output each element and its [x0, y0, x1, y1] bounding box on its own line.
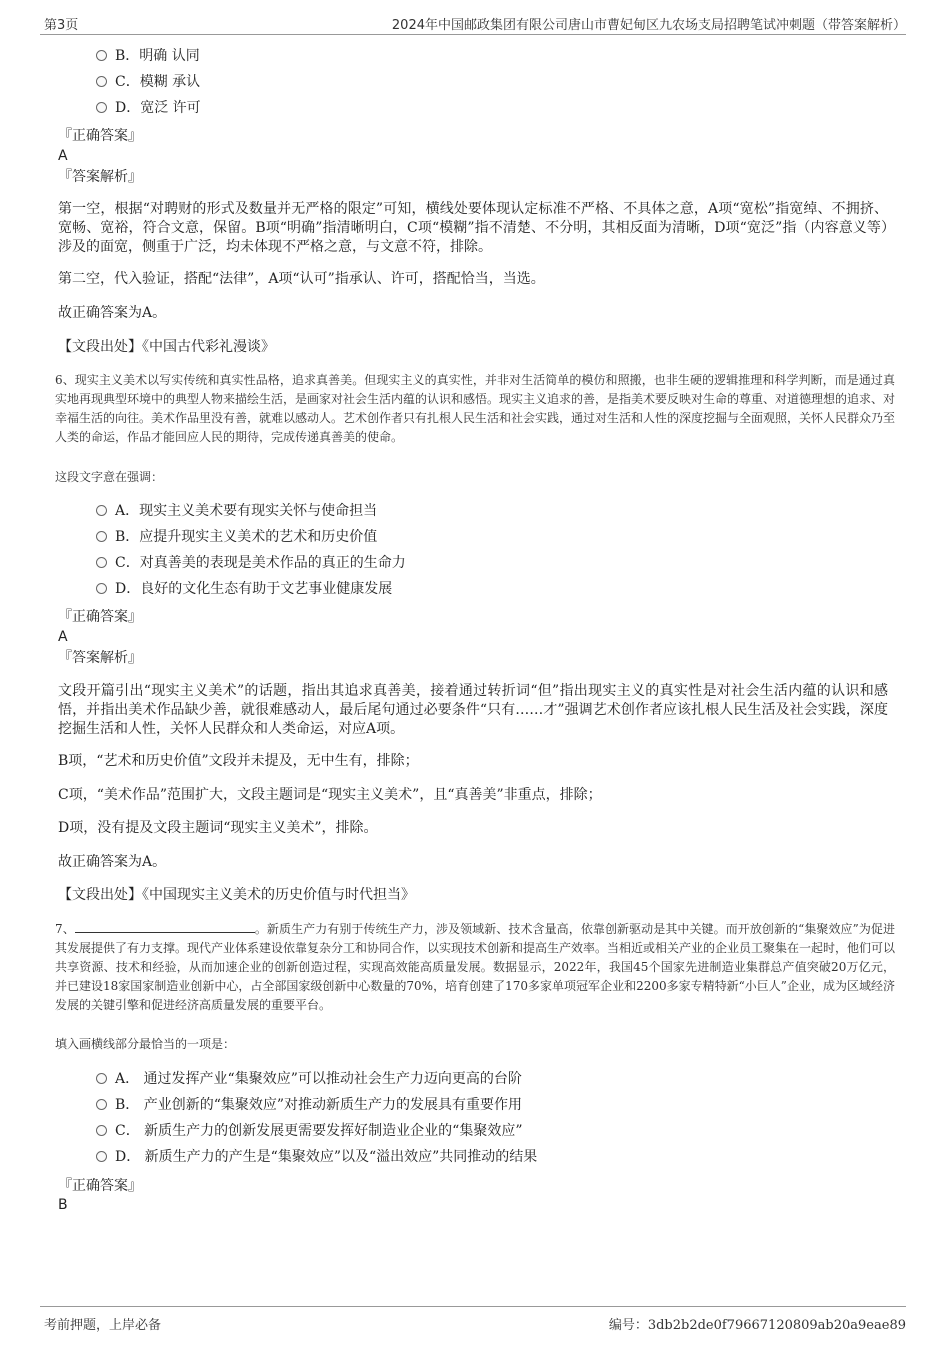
q5-source: 【文段出处】《中国古代彩礼漫谈》: [58, 339, 275, 355]
radio-icon[interactable]: [96, 1073, 107, 1084]
q7-option-b[interactable]: B． 产业创新的“集聚效应”对推动新质生产力的发展具有重要作用: [96, 1095, 522, 1115]
radio-icon[interactable]: [96, 557, 107, 568]
radio-icon[interactable]: [96, 1151, 107, 1162]
radio-icon[interactable]: [96, 50, 107, 61]
radio-icon[interactable]: [96, 1125, 107, 1136]
q6-prompt: 这段文字意在强调：: [55, 470, 164, 484]
q6-question-text: 6、现实主义美术以写实传统和真实性品格，追求真善美。但现实主义的真实性，并非对生活简单的模仿和照搬，也非生硬的逻辑推理和科学判断，而是通过真实地再现典型环境中的典型人物来描绘生活，是画家对社会生活内蕴的认识和感悟。现实主义追求的善，是指美术要反映对生命的尊重、对道德理想的追求、对幸福生活的向往。美术作品里没有善，就难以感动人。艺术创作者只有扎根人民生活和社会实践，通过对生活和人性的深度挖掘与全面观照，关怀人民群众乃至人类的命运，作品才能回应人民的期待，完成传递真善美的使命。: [55, 373, 896, 444]
q7-option-c[interactable]: C． 新质生产力的创新发展更需要发挥好制造业企业的“集聚效应”: [96, 1121, 522, 1141]
q6-source: 【文段出处】《中国现实主义美术的历史价值与时代担当》: [58, 887, 415, 903]
radio-icon[interactable]: [96, 583, 107, 594]
radio-icon[interactable]: [96, 76, 107, 87]
fill-blank: [75, 921, 255, 933]
q6-analysis-label: 『答案解析』: [58, 650, 142, 666]
q6-analysis-option-b: B项，“艺术和历史价值”文段并未提及，无中生有，排除；: [58, 753, 419, 769]
document-id: 编号：3db2b2de0f79667120809ab20a9eae89: [608, 1318, 906, 1333]
radio-icon[interactable]: [96, 1099, 107, 1110]
q5-option-c[interactable]: C．模糊 承认: [96, 72, 200, 92]
radio-icon[interactable]: [96, 102, 107, 113]
q7-question-text: 7、 。新质生产力有别于传统生产力，涉及领域新、技术含量高，依靠创新驱动是其中关键。而开放创新的“集聚效应”为促进其发展提供了有力支撑。现代产业体系建设依靠复杂分工和协同合作，以实现技术创新和提高生产效率。当相近或相关产业的企业员工聚集在一起时，他们可以共享资源、技术和经验，从而加速企业的创新创造过程，实现高效能高质量发展。数据显示，2022年，我国45个国家先进制造业集群总产值突破20万亿元，并已建设18家国家制造业创新中心，占全部国家级创新中心数量的70%，培育创建了170多家单项冠军企业和2200多家专精特新“小巨人”企业，成为区域经济发展的关键引擎和促进经济高质量发展的重要平台。: [55, 922, 896, 1012]
q6-answer: A: [58, 629, 68, 645]
q6-option-a[interactable]: A．现实主义美术要有现实关怀与使命担当: [96, 501, 377, 521]
q6-option-d[interactable]: D．良好的文化生态有助于文艺事业健康发展: [96, 579, 392, 599]
q5-option-b[interactable]: B．明确 认同: [96, 46, 200, 66]
q5-analysis-conclusion: 故正确答案为A。: [58, 305, 167, 321]
q6-option-c[interactable]: C．对真善美的表现是美术作品的真正的生命力: [96, 553, 406, 573]
q6-analysis-paragraph-1: 文段开篇引出“现实主义美术”的话题，指出其追求真善美，接着通过转折词“但”指出现实主义的真实性是对社会生活内蕴的认识和感悟，并指出美术作品缺少善，就很难感动人，最后尾句通过必要条件“只有……才”强调艺术创作者应该扎根人民生活及社会实践，深度挖掘生活和人性，关怀人民群众和人类命运，对应A项。: [58, 683, 888, 737]
q7-answer: B: [58, 1197, 68, 1213]
document-title: 2024年中国邮政集团有限公司唐山市曹妃甸区九农场支局招聘笔试冲刺题（带答案解析）: [391, 18, 906, 33]
radio-icon[interactable]: [96, 531, 107, 542]
radio-icon[interactable]: [96, 505, 107, 516]
q6-analysis-option-c: C项，“美术作品”范围扩大，文段主题词是“现实主义美术”，且“真善美”非重点，排除；: [58, 787, 602, 803]
q5-analysis-paragraph-1: 第一空，根据“对聘财的形式及数量并无严格的限定”可知，横线处要体现认定标准不严格、不具体之意，A项“宽松”指宽绰、不拥挤、宽畅、宽裕，符合文意，保留。B项“明确”指清晰明白，C项“模糊”指不清楚、不分明，其相反面为清晰，D项“宽泛”指（内容意义等）涉及的面宽，侧重于广泛，均未体现不严格之意，与文意不符，排除。: [58, 201, 888, 255]
q5-analysis-paragraph-2: 第二空，代入验证，搭配“法律”，A项“认可”指承认、许可，搭配恰当，当选。: [58, 271, 545, 287]
footer-divider: [40, 1306, 906, 1307]
q7-answer-label: 『正确答案』: [58, 1178, 142, 1194]
footer-slogan: 考前押题，上岸必备: [44, 1318, 162, 1333]
q6-analysis-conclusion: 故正确答案为A。: [58, 854, 167, 870]
page-number: 第3页: [44, 18, 79, 33]
q6-analysis-option-d: D项，没有提及文段主题词“现实主义美术”，排除。: [58, 820, 378, 836]
q5-answer: A: [58, 148, 68, 164]
q5-option-d[interactable]: D．宽泛 许可: [96, 98, 201, 118]
q5-analysis-label: 『答案解析』: [58, 169, 142, 185]
q7-prompt: 填入画横线部分最恰当的一项是：: [55, 1037, 236, 1051]
q7-option-a[interactable]: A． 通过发挥产业“集聚效应”可以推动社会生产力迈向更高的台阶: [96, 1069, 522, 1089]
q7-option-d[interactable]: D． 新质生产力的产生是“集聚效应”以及“溢出效应”共同推动的结果: [96, 1147, 537, 1167]
header-divider: [40, 34, 906, 35]
q5-answer-label: 『正确答案』: [58, 128, 142, 144]
q6-option-b[interactable]: B．应提升现实主义美术的艺术和历史价值: [96, 527, 377, 547]
q6-answer-label: 『正确答案』: [58, 609, 142, 625]
